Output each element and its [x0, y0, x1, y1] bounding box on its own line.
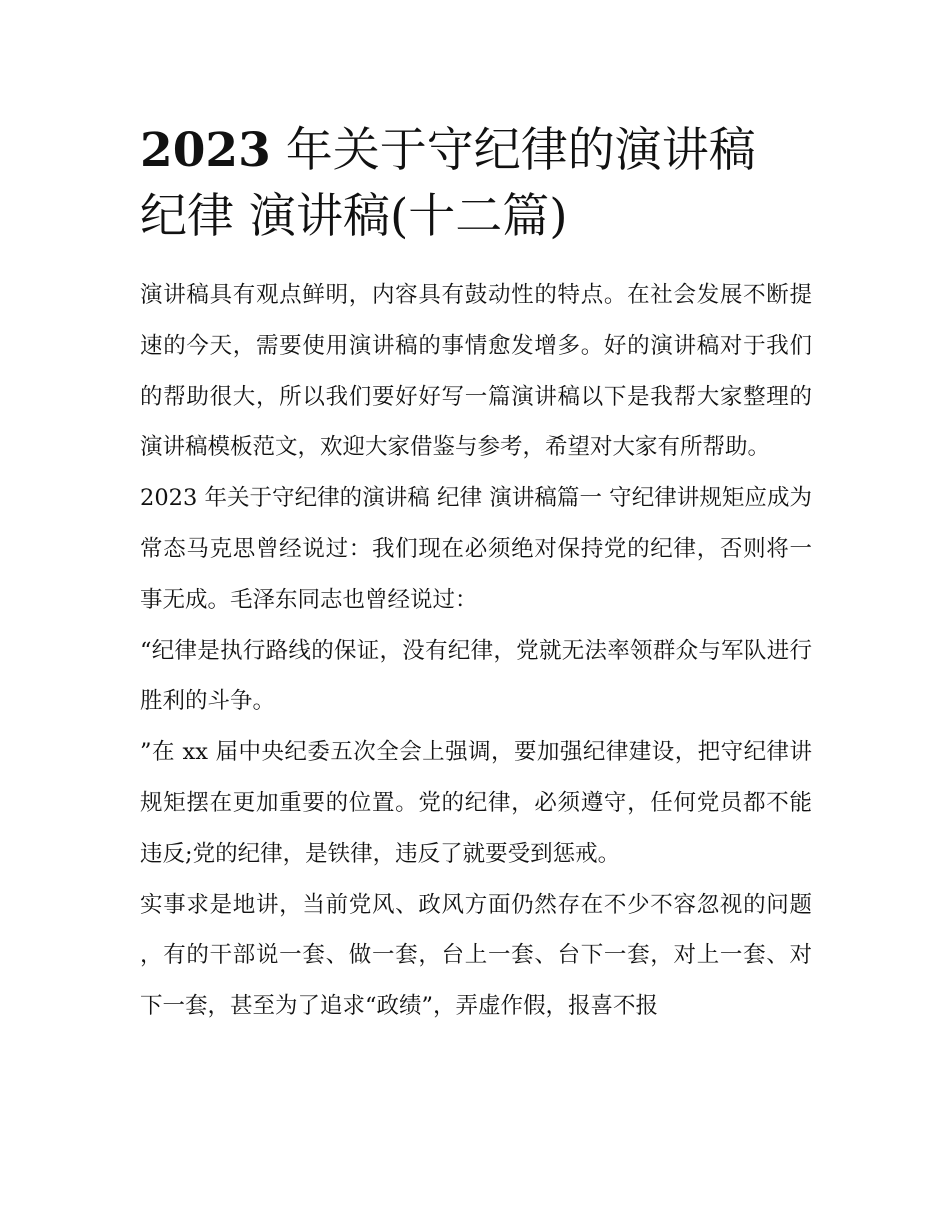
document-title	[140, 118, 812, 250]
title-line-1	[140, 118, 812, 184]
title-year: 2023	[140, 123, 271, 178]
paragraph-3: ”在 xx 届中央纪委五次全会上强调，要加强纪律建设，把守纪律讲规矩摆在更加重要的位置。党的纪律，必须遵守，任何党员都不能违反;党的纪律，是铁律，违反了就要受到惩戒。	[140, 739, 812, 867]
paragraph-intro: 演讲稿具有观点鲜明，内容具有鼓动性的特点。在社会发展不断提速的今天，需要使用演讲稿的事情愈发增多。好的演讲稿对于我们的帮助很大，所以我们要好好写一篇演讲稿以下是我帮大家整理的演讲稿模板范文，欢迎大家借鉴与参考，希望对大家有所帮助。	[140, 282, 812, 461]
title-line-2: 纪律 演讲稿(十二篇)	[140, 189, 568, 244]
document-body	[140, 270, 812, 1032]
paragraph-1: 2023 年关于守纪律的演讲稿 纪律 演讲稿篇一 守纪律讲规矩应成为常态马克思曾经说过：我们现在必须绝对保持党的纪律，否则将一事无成。毛泽东同志也曾经说过：	[140, 485, 812, 613]
title-line-1-text: 年关于守纪律的演讲稿	[285, 123, 756, 178]
paragraph-2: “纪律是执行路线的保证，没有纪律，党就无法率领群众与军队进行胜利的斗争。	[140, 637, 812, 715]
document-page	[140, 118, 812, 1032]
paragraph-4: 实事求是地讲，当前党风、政风方面仍然存在不少不容忽视的问题，有的干部说一套、做一套，台上一套、台下一套，对上一套、对下一套，甚至为了追求“政绩”，弄虚作假，报喜不报	[140, 891, 812, 1020]
